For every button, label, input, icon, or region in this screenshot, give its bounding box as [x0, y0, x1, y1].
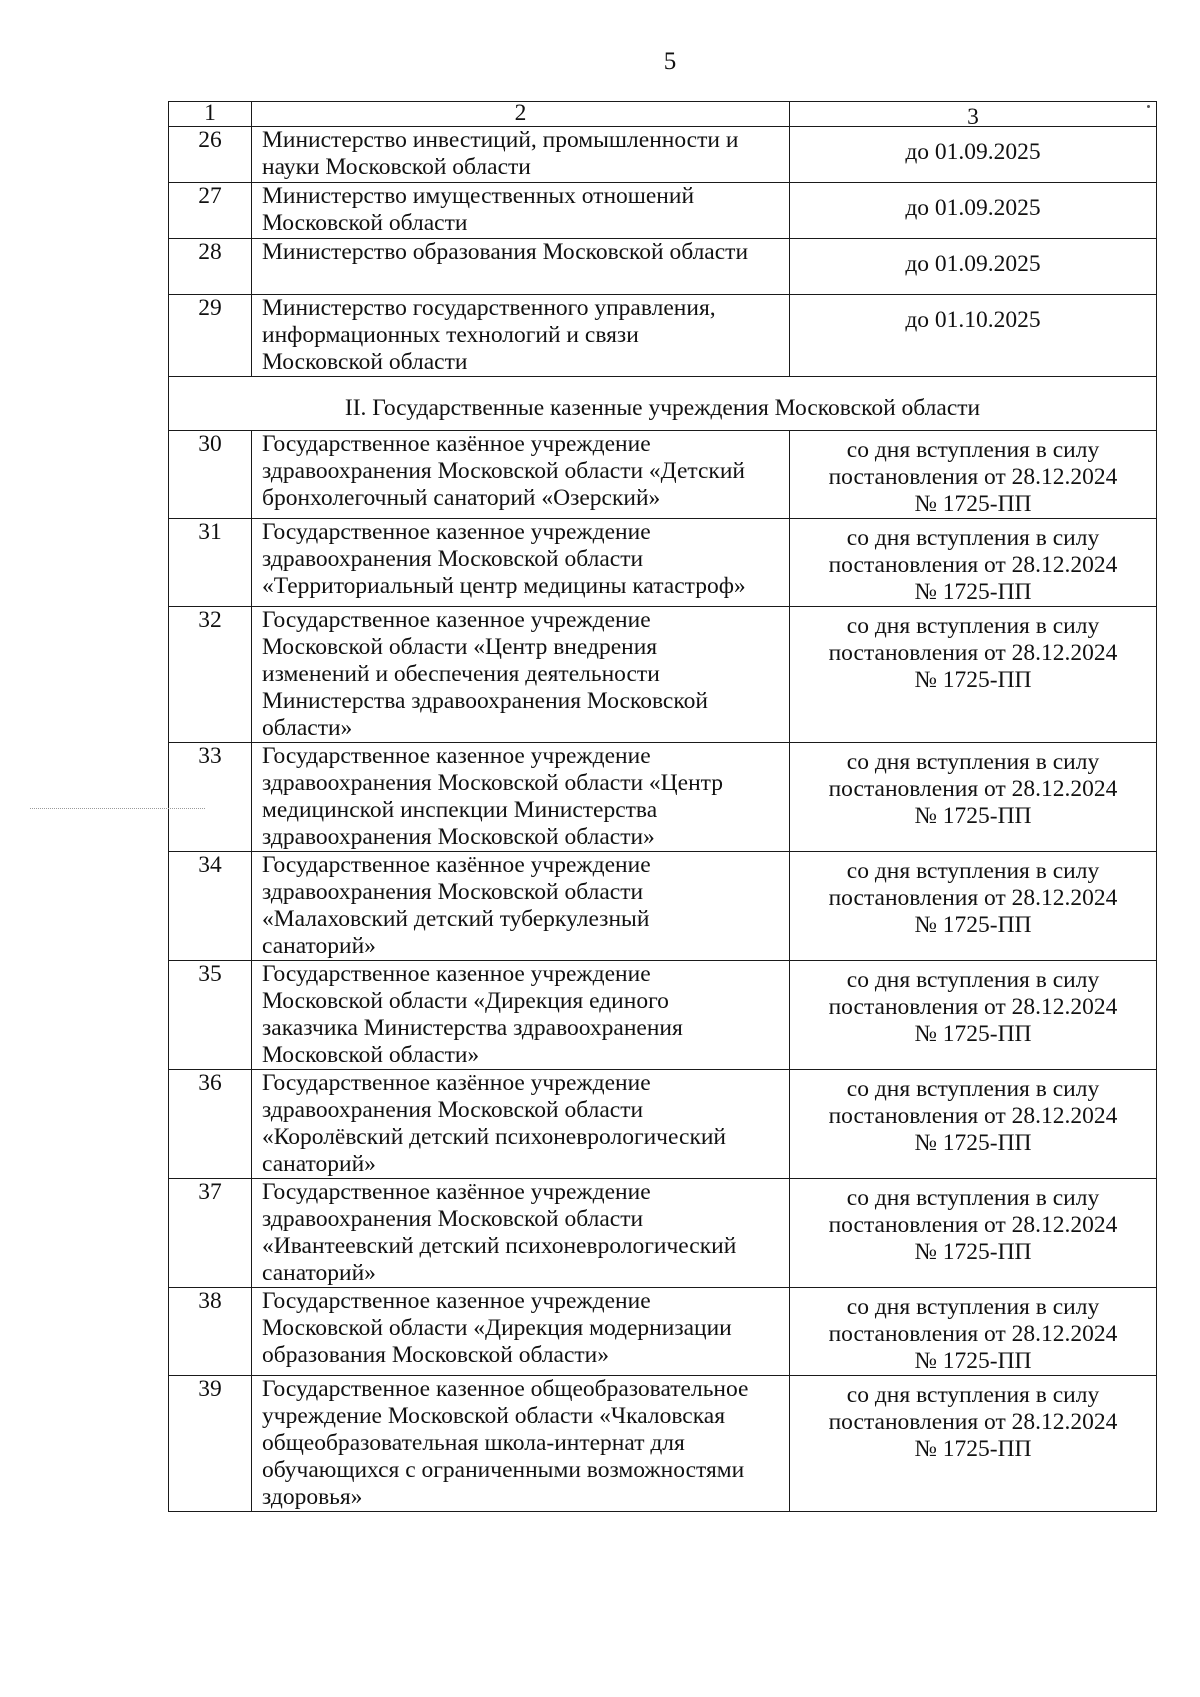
institution-name — [252, 519, 790, 607]
institution-name — [252, 852, 790, 961]
institution-name-line: Государственное казенное учреждение — [262, 961, 651, 987]
institution-name-line: области» — [262, 715, 353, 741]
institution-name-line: образования Московской области» — [262, 1342, 610, 1368]
effective-date — [790, 1288, 1157, 1376]
institution-name-line: санаторий» — [262, 933, 376, 959]
effective-date-line: № 1725-ПП — [914, 1021, 1032, 1047]
institution-name — [252, 1179, 790, 1288]
effective-date — [790, 127, 1157, 183]
institution-name-line: «Территориальный центр медицины катастроф» — [262, 573, 746, 599]
institution-name-line: Московской области «Дирекция единого — [262, 988, 669, 1014]
institution-name-line: Московской области» — [262, 1042, 480, 1068]
effective-date-line: постановления от 28.12.2024 — [828, 1321, 1118, 1347]
effective-date-line: со дня вступления в силу — [846, 437, 1100, 463]
effective-date — [790, 852, 1157, 961]
row-number: 37 — [169, 1179, 252, 1288]
effective-date-line: до 01.09.2025 — [905, 251, 1041, 277]
institution-name — [252, 607, 790, 743]
effective-date-line: со дня вступления в силу — [846, 1076, 1100, 1102]
effective-date-line: № 1725-ПП — [914, 1348, 1032, 1374]
effective-date-line: № 1725-ПП — [914, 1436, 1032, 1462]
institution-name-line: Московской области — [262, 349, 468, 375]
scan-artifact-dot — [1147, 105, 1150, 108]
institution-name-line: Государственное казенное общеобразовательное — [262, 1376, 749, 1402]
institution-name-line: «Ивантеевский детский психоневрологический — [262, 1233, 737, 1259]
institution-name-line: учреждение Московской области «Чкаловская — [262, 1403, 726, 1429]
institution-name — [252, 961, 790, 1070]
institution-name-line: Государственное казенное учреждение — [262, 743, 651, 769]
institution-name-line: здоровья» — [262, 1484, 363, 1510]
row-number: 31 — [169, 519, 252, 607]
institution-name-line: бронхолегочный санаторий «Озерский» — [262, 485, 661, 511]
institution-name-line: здравоохранения Московской области «Детский — [262, 458, 745, 484]
effective-date-line: со дня вступления в силу — [846, 967, 1100, 993]
institution-name-line: здравоохранения Московской области — [262, 1206, 644, 1232]
institution-name-line: информационных технологий и связи — [262, 322, 639, 348]
institution-name-line: Министерство инвестиций, промышленности и — [262, 127, 739, 153]
institution-name-line: Министерство имущественных отношений — [262, 183, 695, 209]
table-row — [169, 852, 1157, 961]
institution-name-line: здравоохранения Московской области — [262, 546, 644, 572]
effective-date-line: постановления от 28.12.2024 — [828, 640, 1118, 666]
effective-date-line: № 1725-ПП — [914, 579, 1032, 605]
effective-date-line: постановления от 28.12.2024 — [828, 1409, 1118, 1435]
row-number: 39 — [169, 1376, 252, 1512]
institution-name-line: заказчика Министерства здравоохранения — [262, 1015, 683, 1041]
institution-name-line: Московской области «Центр внедрения — [262, 634, 658, 660]
row-number: 28 — [169, 239, 252, 295]
effective-date-line: до 01.09.2025 — [905, 139, 1041, 165]
column-header-1: 1 — [169, 102, 252, 127]
section-title: II. Государственные казенные учреждения Московской области — [169, 377, 1157, 431]
table-row — [169, 1288, 1157, 1376]
effective-date-line: постановления от 28.12.2024 — [828, 464, 1118, 490]
effective-date-line: со дня вступления в силу — [846, 1382, 1100, 1408]
effective-date-line: до 01.10.2025 — [905, 307, 1041, 333]
effective-date-line: № 1725-ПП — [914, 491, 1032, 517]
effective-date-line: постановления от 28.12.2024 — [828, 994, 1118, 1020]
row-number: 30 — [169, 431, 252, 519]
institution-name-line: Государственное казённое учреждение — [262, 1179, 651, 1205]
effective-date-line: № 1725-ПП — [914, 1130, 1032, 1156]
effective-date-line: до 01.09.2025 — [905, 195, 1041, 221]
column-header-3: 3 — [790, 102, 1157, 127]
institution-name-line: санаторий» — [262, 1151, 376, 1177]
table-row — [169, 1070, 1157, 1179]
row-number: 33 — [169, 743, 252, 852]
institution-name-line: здравоохранения Московской области» — [262, 824, 655, 850]
table-row — [169, 239, 1157, 295]
effective-date — [790, 519, 1157, 607]
row-number: 32 — [169, 607, 252, 743]
row-number: 26 — [169, 127, 252, 183]
institution-name — [252, 431, 790, 519]
institution-name — [252, 1070, 790, 1179]
institution-name-line: здравоохранения Московской области — [262, 879, 644, 905]
table-row — [169, 1179, 1157, 1288]
table-row — [169, 127, 1157, 183]
table-row — [169, 607, 1157, 743]
effective-date-line: постановления от 28.12.2024 — [828, 885, 1118, 911]
institution-name-line: изменений и обеспечения деятельности — [262, 661, 660, 687]
institution-name-line: Государственное казённое учреждение — [262, 1070, 651, 1096]
effective-date — [790, 607, 1157, 743]
institution-name-line: науки Московской области — [262, 154, 531, 180]
effective-date-line: постановления от 28.12.2024 — [828, 776, 1118, 802]
row-number: 29 — [169, 295, 252, 377]
institution-name-line: Государственное казённое учреждение — [262, 431, 651, 457]
row-number: 27 — [169, 183, 252, 239]
effective-date-line: постановления от 28.12.2024 — [828, 1212, 1118, 1238]
institution-name — [252, 1376, 790, 1512]
effective-date — [790, 1179, 1157, 1288]
institution-name-line: медицинской инспекции Министерства — [262, 797, 658, 823]
effective-date-line: со дня вступления в силу — [846, 1185, 1100, 1211]
effective-date-line: со дня вступления в силу — [846, 613, 1100, 639]
column-header-2: 2 — [252, 102, 790, 127]
institution-name-line: Государственное казённое учреждение — [262, 852, 651, 878]
scan-artifact-line — [30, 808, 205, 809]
effective-date-line: со дня вступления в силу — [846, 858, 1100, 884]
institution-name-line: здравоохранения Московской области — [262, 1097, 644, 1123]
institution-name — [252, 183, 790, 239]
institution-name-line: Министерство образования Московской области — [262, 239, 749, 265]
institution-name — [252, 1288, 790, 1376]
effective-date — [790, 295, 1157, 377]
table-row — [169, 1376, 1157, 1512]
row-number: 36 — [169, 1070, 252, 1179]
effective-date — [790, 239, 1157, 295]
table-row — [169, 961, 1157, 1070]
institution-name — [252, 239, 790, 295]
effective-date-line: со дня вступления в силу — [846, 1294, 1100, 1320]
institution-name-line: Министерства здравоохранения Московской — [262, 688, 708, 714]
effective-date-line: постановления от 28.12.2024 — [828, 1103, 1118, 1129]
effective-date-line: со дня вступления в силу — [846, 525, 1100, 551]
effective-date — [790, 1376, 1157, 1512]
effective-date — [790, 1070, 1157, 1179]
section-row — [169, 377, 1157, 431]
row-number: 35 — [169, 961, 252, 1070]
effective-date-line: № 1725-ПП — [914, 803, 1032, 829]
page-number: 5 — [663, 48, 677, 75]
institution-name-line: Государственное казенное учреждение — [262, 607, 651, 633]
institution-name-line: здравоохранения Московской области «Центр — [262, 770, 723, 796]
effective-date-line: со дня вступления в силу — [846, 749, 1100, 775]
table-row — [169, 743, 1157, 852]
institution-name-line: «Королёвский детский психоневрологический — [262, 1124, 727, 1150]
institution-name-line: Министерство государственного управления, — [262, 295, 716, 321]
table-row — [169, 183, 1157, 239]
effective-date-line: постановления от 28.12.2024 — [828, 552, 1118, 578]
institution-name-line: Государственное казенное учреждение — [262, 1288, 651, 1314]
institution-name-line: Московской области — [262, 210, 468, 236]
effective-date — [790, 431, 1157, 519]
table-header-row — [169, 102, 1157, 127]
institution-name-line: Государственное казенное учреждение — [262, 519, 651, 545]
effective-date — [790, 743, 1157, 852]
institution-name — [252, 743, 790, 852]
institution-name — [252, 295, 790, 377]
table-row — [169, 431, 1157, 519]
institution-name-line: санаторий» — [262, 1260, 376, 1286]
table-row — [169, 295, 1157, 377]
effective-date — [790, 961, 1157, 1070]
row-number: 34 — [169, 852, 252, 961]
institution-name-line: обучающихся с ограниченными возможностями — [262, 1457, 745, 1483]
effective-date — [790, 183, 1157, 239]
effective-date-line: № 1725-ПП — [914, 1239, 1032, 1265]
table-row — [169, 519, 1157, 607]
institution-name-line: общеобразовательная школа-интернат для — [262, 1430, 685, 1456]
institution-name-line: «Малаховский детский туберкулезный — [262, 906, 650, 932]
institution-name — [252, 127, 790, 183]
effective-date-line: № 1725-ПП — [914, 912, 1032, 938]
institution-name-line: Московской области «Дирекция модернизации — [262, 1315, 732, 1341]
document-table — [168, 101, 1157, 1512]
row-number: 38 — [169, 1288, 252, 1376]
effective-date-line: № 1725-ПП — [914, 667, 1032, 693]
